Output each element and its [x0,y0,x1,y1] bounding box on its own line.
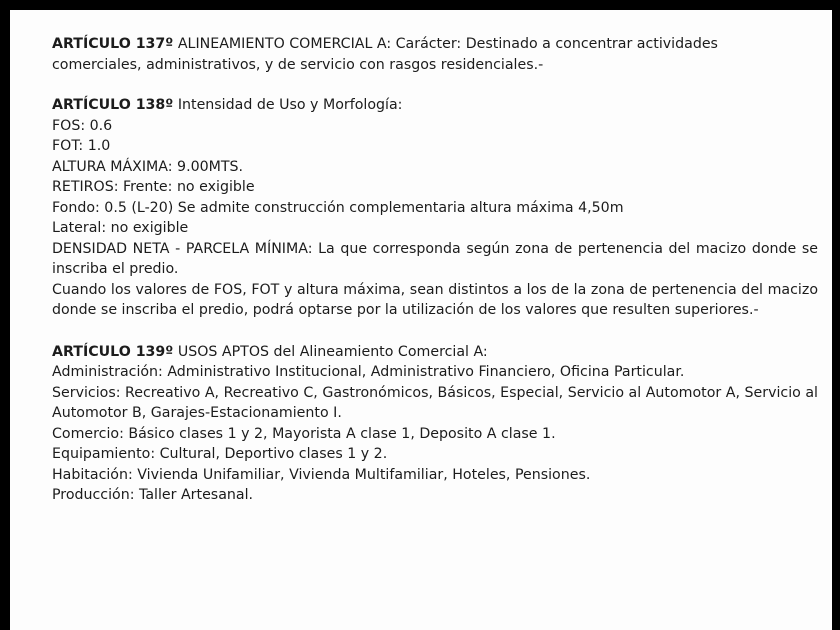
uso-produccion: Producción: Taller Artesanal. [52,487,254,503]
retiros-lateral: Lateral: no exigible [52,220,189,236]
densidad-neta-paragraph: DENSIDAD NETA - PARCELA MÍNIMA: La que corresponda según zona de pertenencia del macizo donde se inscriba el predio. [52,240,818,277]
document-page [10,10,832,630]
article-139-title: USOS APTOS del Alineamiento Comercial A: [177,343,488,360]
article-138 [52,95,818,321]
article-137-text-1: ALINEAMIENTO COMERCIAL A: Carácter: Destinado a concentrar actividades [177,36,718,52]
valores-paragraph: Cuando los valores de FOS, FOT y altura máxima, sean distintos a los de la zona de pertenencia del macizo donde se inscriba el predio, podrá optarse por la utilización de los valores que resulten superiores.- [52,281,818,318]
uso-comercio: Comercio: Básico clases 1 y 2, Mayorista A clase 1, Deposito A clase 1. [52,425,556,442]
article-139-heading: ARTÍCULO 139º [52,343,174,360]
article-138-title: Intensidad de Uso y Morfología: [177,97,403,113]
article-139 [52,342,818,506]
article-139-title-line [52,342,818,363]
uso-servicios: Servicios: Recreativo A, Recreativo C, Gastronómicos, Básicos, Especial, Servicio al Automotor A, Servicio al Automotor B, Garajes-Estacionamiento I. [52,384,818,421]
article-137 [52,34,818,75]
article-137-line-1 [52,34,818,55]
article-137-text-2: comerciales, administrativos, y de servicio con rasgos residenciales.- [52,56,544,73]
fot-value: FOT: 1.0 [52,138,111,154]
uso-equipamiento: Equipamiento: Cultural, Deportivo clases 1 y 2. [52,446,388,462]
document-body [52,34,818,506]
uso-administracion: Administración: Administrativo Institucional, Administrativo Financiero, Oficina Particular. [52,364,685,380]
fos-value: FOS: 0.6 [52,117,113,134]
uso-habitacion: Habitación: Vivienda Unifamiliar, Vivienda Multifamiliar, Hoteles, Pensiones. [52,466,591,483]
altura-maxima: ALTURA MÁXIMA: 9.00MTS. [52,158,244,175]
retiros-frente: RETIROS: Frente: no exigible [52,179,255,195]
retiros-fondo: Fondo: 0.5 (L-20) Se admite construcción complementaria altura máxima 4,50m [52,199,624,216]
article-138-title-line [52,95,818,116]
article-138-heading: ARTÍCULO 138º [52,97,174,113]
article-137-heading: ARTÍCULO 137º [52,36,174,52]
